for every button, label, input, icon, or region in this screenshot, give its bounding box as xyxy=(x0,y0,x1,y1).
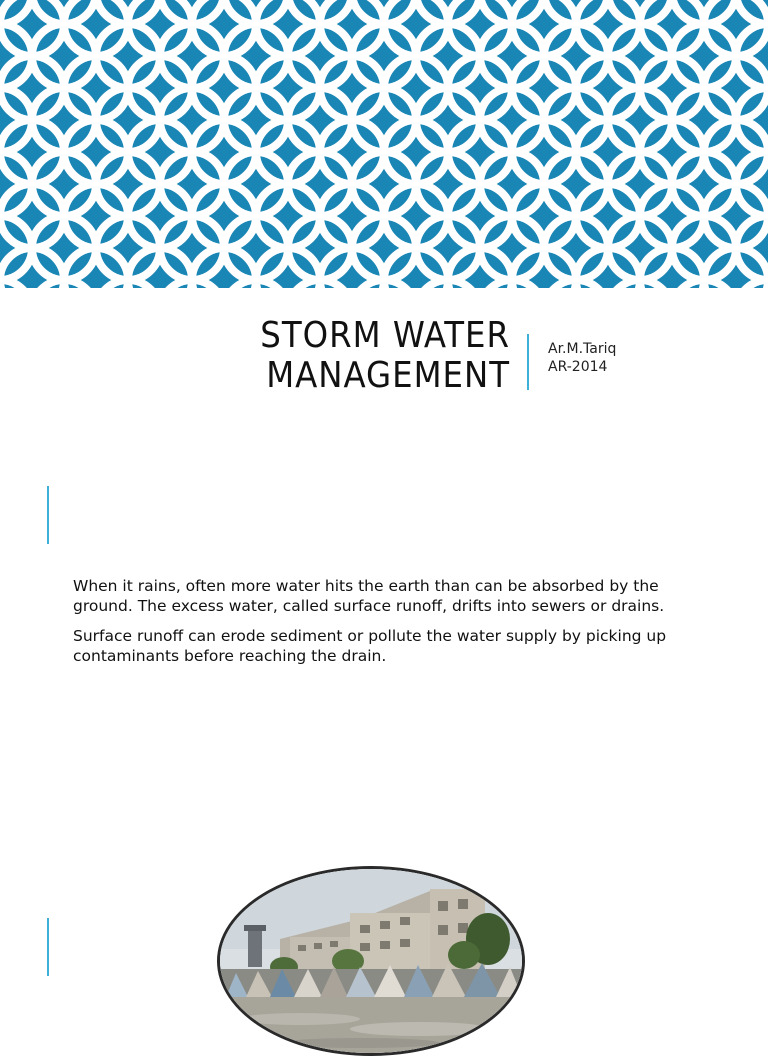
course-code: AR-2014 xyxy=(548,359,608,375)
title-divider xyxy=(527,334,529,390)
author-info xyxy=(548,340,616,376)
paragraph-1: When it rains, often more water hits the earth than can be absorbed by the ground. The excess water, called surface runoff, drifts into sewers or drains. xyxy=(73,577,665,615)
accent-bar xyxy=(47,486,49,544)
author-name: Ar.M.Tariq xyxy=(548,341,617,357)
decorative-pattern-banner xyxy=(0,0,768,288)
slide-title xyxy=(160,316,510,396)
accent-bar xyxy=(47,918,49,976)
paragraph-2: Surface runoff can erode sediment or pollute the water supply by picking up contaminants before reaching the drain. xyxy=(73,627,667,665)
title-line-1: STORM WATER xyxy=(260,315,510,356)
body-text xyxy=(73,576,673,676)
title-line-2: MANAGEMENT xyxy=(266,355,510,396)
flood-photo xyxy=(217,866,525,1056)
